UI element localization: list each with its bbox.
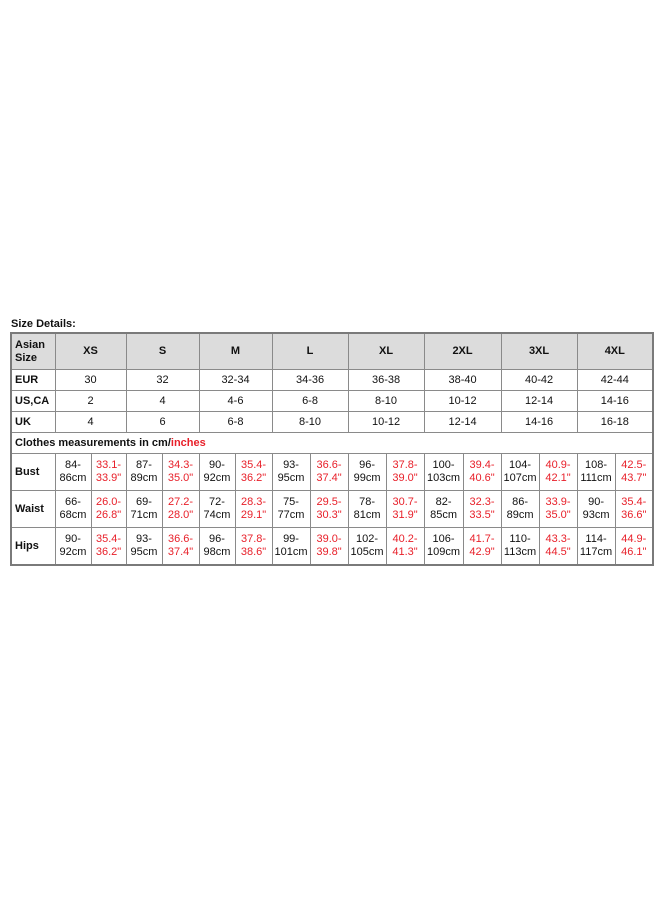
eur-row (11, 370, 653, 391)
cm-cell: 75- 77cm (272, 491, 310, 528)
row-label: Bust (11, 454, 55, 491)
cm-cell: 96- 99cm (348, 454, 386, 491)
inch-cell: 29.5- 30.3" (310, 491, 348, 528)
cm-cell: 108- 111cm (577, 454, 615, 491)
table-cell: 38-40 (424, 370, 501, 391)
table-cell: 32-34 (199, 370, 272, 391)
cm-cell: 90- 93cm (577, 491, 615, 528)
cm-cell: 93- 95cm (126, 528, 162, 566)
size-header-cell: 3XL (501, 333, 577, 370)
hips-row (11, 528, 653, 566)
table-cell: 8-10 (348, 391, 424, 412)
inch-cell: 40.9- 42.1" (539, 454, 577, 491)
inch-cell: 41.7- 42.9" (463, 528, 501, 566)
inch-cell: 30.7- 31.9" (386, 491, 424, 528)
table-cell: 4 (55, 412, 126, 433)
cm-cell: 106- 109cm (424, 528, 463, 566)
inch-cell: 33.9- 35.0" (539, 491, 577, 528)
inch-cell: 40.2- 41.3" (386, 528, 424, 566)
size-header-cell: L (272, 333, 348, 370)
inch-cell: 36.6- 37.4" (162, 528, 199, 566)
inch-cell: 35.4- 36.6" (615, 491, 653, 528)
inch-cell: 37.8- 38.6" (235, 528, 272, 566)
table-cell: 4-6 (199, 391, 272, 412)
inch-cell: 32.3- 33.5" (463, 491, 501, 528)
cm-cell: 86- 89cm (501, 491, 539, 528)
cm-cell: 82- 85cm (424, 491, 463, 528)
size-chart (10, 316, 648, 566)
cm-cell: 84- 86cm (55, 454, 91, 491)
us-ca-row (11, 391, 653, 412)
table-cell: 6-8 (199, 412, 272, 433)
table-cell: 34-36 (272, 370, 348, 391)
inch-cell: 35.4- 36.2" (235, 454, 272, 491)
table-cell: 2 (55, 391, 126, 412)
cm-cell: 96- 98cm (199, 528, 235, 566)
cm-cell: 114- 117cm (577, 528, 615, 566)
inch-cell: 35.4- 36.2" (91, 528, 126, 566)
cm-cell: 104- 107cm (501, 454, 539, 491)
table-cell: 42-44 (577, 370, 653, 391)
cm-cell: 93- 95cm (272, 454, 310, 491)
inch-cell: 39.4- 40.6" (463, 454, 501, 491)
cm-cell: 72- 74cm (199, 491, 235, 528)
bust-row (11, 454, 653, 491)
table-cell: 4 (126, 391, 199, 412)
row-label: EUR (11, 370, 55, 391)
row-label: Hips (11, 528, 55, 566)
size-header-cell: 4XL (577, 333, 653, 370)
table-cell: 12-14 (501, 391, 577, 412)
size-header-cell: XL (348, 333, 424, 370)
row-label: UK (11, 412, 55, 433)
inch-cell: 36.6- 37.4" (310, 454, 348, 491)
table-cell: 30 (55, 370, 126, 391)
table-cell: 14-16 (577, 391, 653, 412)
measurements-heading: Clothes measurements in cm/inches (11, 433, 653, 454)
table-cell: 14-16 (501, 412, 577, 433)
inch-cell: 34.3- 35.0" (162, 454, 199, 491)
table-cell: 12-14 (424, 412, 501, 433)
size-header-row (11, 333, 653, 370)
measurements-heading-row (11, 433, 653, 454)
asian-size-label: Asian Size (11, 333, 55, 370)
cm-cell: 66- 68cm (55, 491, 91, 528)
table-cell: 6 (126, 412, 199, 433)
table-cell: 40-42 (501, 370, 577, 391)
row-label: Waist (11, 491, 55, 528)
cm-cell: 90- 92cm (55, 528, 91, 566)
table-cell: 32 (126, 370, 199, 391)
table-cell: 8-10 (272, 412, 348, 433)
inches-label: inches (170, 436, 206, 449)
uk-row (11, 412, 653, 433)
inch-cell: 28.3- 29.1" (235, 491, 272, 528)
cm-cell: 100- 103cm (424, 454, 463, 491)
size-header-cell: 2XL (424, 333, 501, 370)
table-cell: 10-12 (348, 412, 424, 433)
inch-cell: 43.3- 44.5" (539, 528, 577, 566)
inch-cell: 39.0- 39.8" (310, 528, 348, 566)
size-details-caption: Size Details: (11, 318, 76, 330)
table-cell: 16-18 (577, 412, 653, 433)
inch-cell: 33.1- 33.9" (91, 454, 126, 491)
cm-cell: 78- 81cm (348, 491, 386, 528)
table-cell: 10-12 (424, 391, 501, 412)
inch-cell: 26.0- 26.8" (91, 491, 126, 528)
cm-cell: 90- 92cm (199, 454, 235, 491)
size-header-cell: S (126, 333, 199, 370)
size-table (10, 332, 654, 566)
table-cell: 6-8 (272, 391, 348, 412)
inch-cell: 27.2- 28.0" (162, 491, 199, 528)
cm-cell: 99- 101cm (272, 528, 310, 566)
inch-cell: 42.5- 43.7" (615, 454, 653, 491)
cm-cell: 102- 105cm (348, 528, 386, 566)
inch-cell: 44.9- 46.1" (615, 528, 653, 566)
cm-cell: 87- 89cm (126, 454, 162, 491)
waist-row (11, 491, 653, 528)
size-header-cell: XS (55, 333, 126, 370)
table-cell: 36-38 (348, 370, 424, 391)
cm-cell: 69- 71cm (126, 491, 162, 528)
size-header-cell: M (199, 333, 272, 370)
inch-cell: 37.8- 39.0" (386, 454, 424, 491)
row-label: US,CA (11, 391, 55, 412)
cm-cell: 110- 113cm (501, 528, 539, 566)
